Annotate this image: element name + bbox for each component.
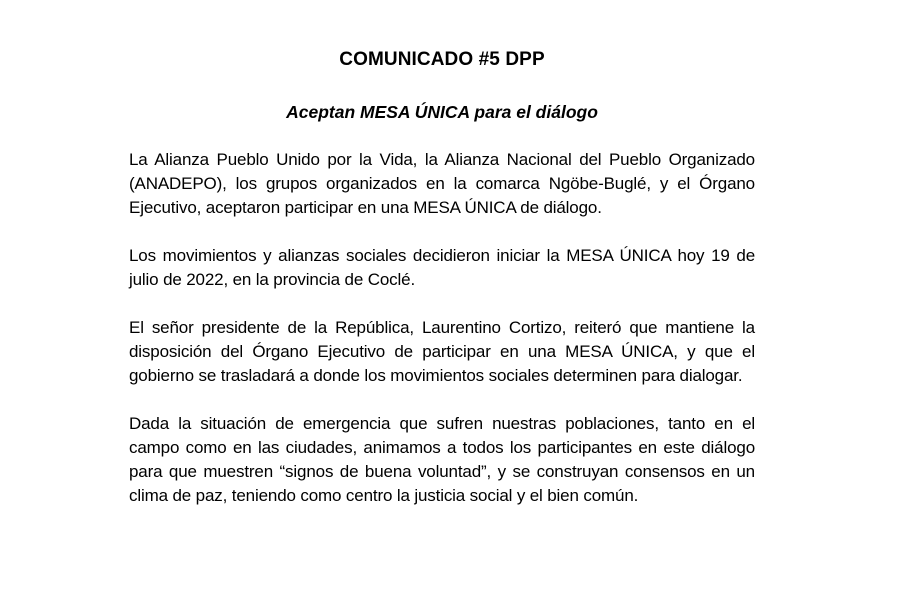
paragraph-2: Los movimientos y alianzas sociales decidieron iniciar la MESA ÚNICA hoy 19 de julio de 2022, en la provincia de Coclé. (129, 246, 755, 289)
document-title: COMUNICADO #5 DPP (339, 49, 545, 70)
document-subtitle: Aceptan MESA ÚNICA para el diálogo (286, 102, 598, 122)
paragraph-3: El señor presidente de la República, Laurentino Cortizo, reiteró que mantiene la disposición del Órgano Ejecutivo de participar en una MESA ÚNICA, y que el gobierno se trasladará a donde los movimientos sociales determinen para dialogar. (129, 318, 755, 385)
document-body (129, 148, 755, 508)
paragraph-1: La Alianza Pueblo Unido por la Vida, la Alianza Nacional del Pueblo Organizado (ANADEPO), los grupos organizados en la comarca Ngöbe-Buglé, y el Órgano Ejecutivo, aceptaron participar en una MESA ÚNICA de diálogo. (129, 150, 755, 217)
paragraph-4: Dada la situación de emergencia que sufren nuestras poblaciones, tanto en el campo como en las ciudades, animamos a todos los participantes en este diálogo para que muestren “signos de buena voluntad”, y se construyan consensos en un clima de paz, teniendo como centro la justicia social y el bien común. (129, 414, 755, 505)
